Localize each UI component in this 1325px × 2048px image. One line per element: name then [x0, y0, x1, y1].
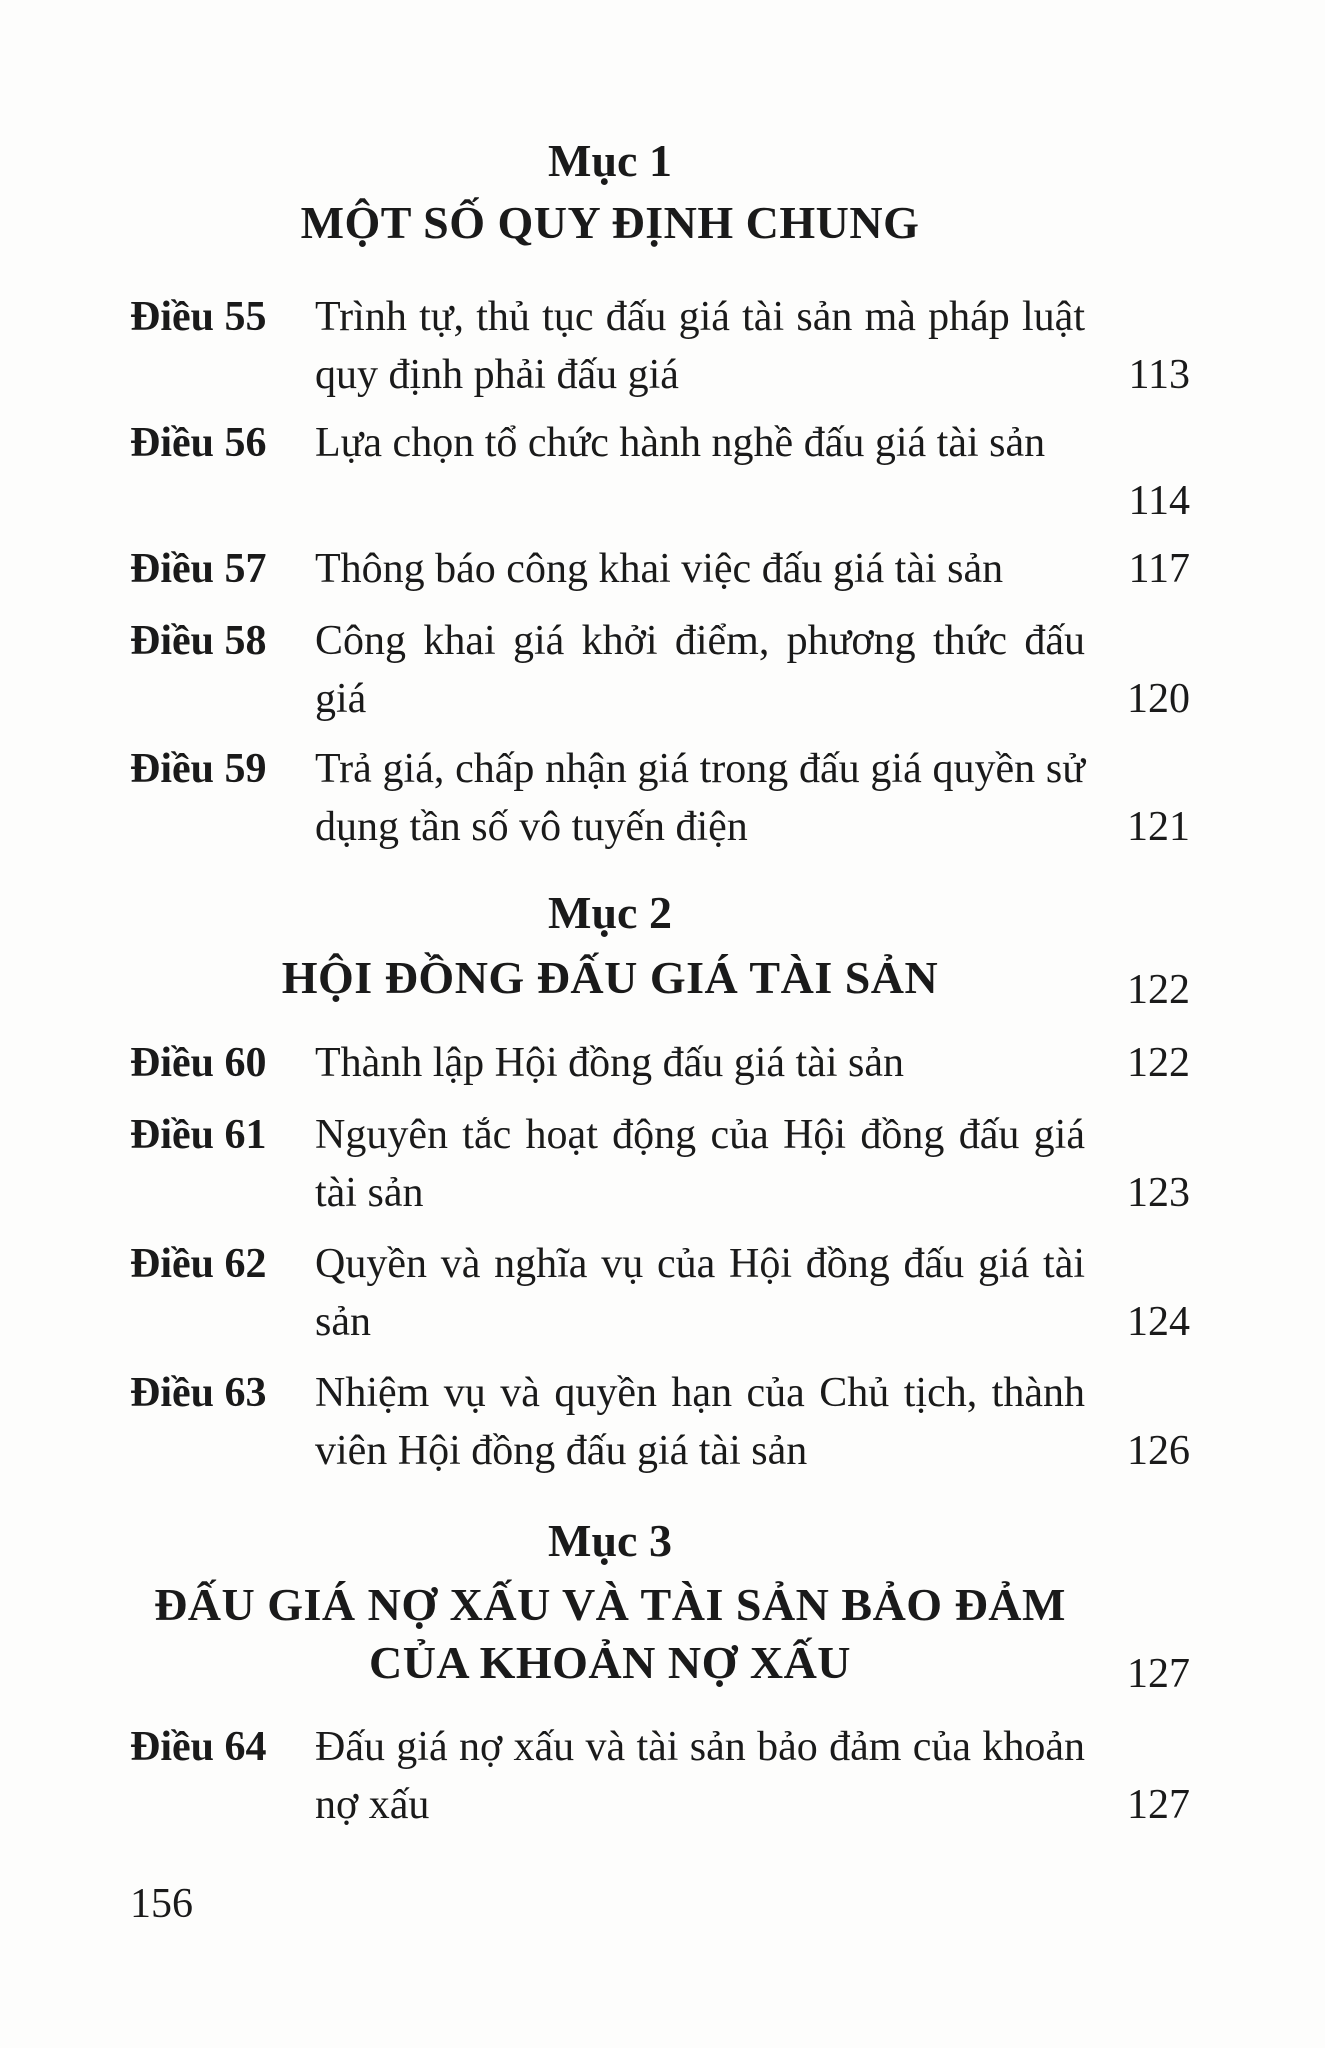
article-page: 127 [1127, 1782, 1190, 1828]
toc-entry-58[interactable] [130, 612, 1190, 728]
article-title: Nguyên tắc hoạt động của Hội đồng đấu giá tài sản [315, 1112, 1085, 1216]
toc-entry-62[interactable] [130, 1235, 1190, 1351]
article-title: Công khai giá khởi điểm, phương thức đấu giá [315, 618, 1085, 722]
section-2-title: HỘI ĐỒNG ĐẤU GIÁ TÀI SẢN [281, 952, 939, 1003]
article-title: Thành lập Hội đồng đấu giá tài sản [315, 1040, 905, 1086]
section-3-page: 127 [1127, 1651, 1190, 1697]
toc-entry-56[interactable] [130, 414, 1190, 530]
toc-entry-64[interactable] [130, 1718, 1190, 1834]
page-number: 156 [130, 1881, 193, 1927]
section-2-page: 122 [1127, 967, 1190, 1013]
article-title: Trả giá, chấp nhận giá trong đấu giá quyền sử dụng tần số vô tuyến điện [315, 746, 1085, 850]
article-page: 124 [1127, 1299, 1190, 1345]
article-number: Điều 63 [130, 1370, 267, 1416]
section-2-label: Mục 2 [548, 887, 672, 938]
toc-entry-60[interactable] [130, 1034, 1190, 1092]
section-3-label: Mục 3 [548, 1515, 672, 1566]
toc-entry-57[interactable] [130, 540, 1190, 598]
article-number: Điều 55 [130, 294, 267, 340]
article-page: 122 [1127, 1040, 1190, 1086]
toc-entry-59[interactable] [130, 740, 1190, 856]
article-page: 113 [1128, 352, 1190, 398]
article-number: Điều 60 [130, 1040, 267, 1086]
section-3-title-line2: CỦA KHOẢN NỢ XẤU [368, 1637, 852, 1688]
article-title: Lựa chọn tổ chức hành nghề đấu giá tài sản [315, 420, 1046, 466]
article-page: 126 [1127, 1428, 1190, 1474]
toc-entry-55[interactable] [130, 288, 1190, 404]
article-number: Điều 61 [130, 1112, 267, 1158]
article-page: 117 [1128, 546, 1190, 592]
article-page: 123 [1127, 1170, 1190, 1216]
section-3-title-line1: ĐẤU GIÁ NỢ XẤU VÀ TÀI SẢN BẢO ĐẢM [154, 1579, 1066, 1630]
article-title: Đấu giá nợ xấu và tài sản bảo đảm của khoản nợ xấu [315, 1724, 1085, 1828]
section-1-title: MỘT SỐ QUY ĐỊNH CHUNG [300, 197, 920, 248]
toc-entry-61[interactable] [130, 1106, 1190, 1222]
article-number: Điều 56 [130, 420, 267, 466]
article-title: Trình tự, thủ tục đấu giá tài sản mà pháp luật quy định phải đấu giá [315, 294, 1085, 398]
article-number: Điều 57 [130, 546, 267, 592]
article-title: Nhiệm vụ và quyền hạn của Chủ tịch, thành viên Hội đồng đấu giá tài sản [315, 1370, 1085, 1474]
article-number: Điều 62 [130, 1241, 267, 1287]
article-title: Thông báo công khai việc đấu giá tài sản [315, 546, 1004, 592]
article-page: 121 [1127, 804, 1190, 850]
article-number: Điều 59 [130, 746, 267, 792]
section-1-label: Mục 1 [548, 135, 672, 186]
article-page: 114 [1128, 478, 1190, 524]
toc-entry-63[interactable] [130, 1364, 1190, 1480]
article-number: Điều 64 [130, 1724, 267, 1770]
article-number: Điều 58 [130, 618, 267, 664]
article-page: 120 [1127, 676, 1190, 722]
article-title: Quyền và nghĩa vụ của Hội đồng đấu giá tài sản [315, 1241, 1085, 1345]
